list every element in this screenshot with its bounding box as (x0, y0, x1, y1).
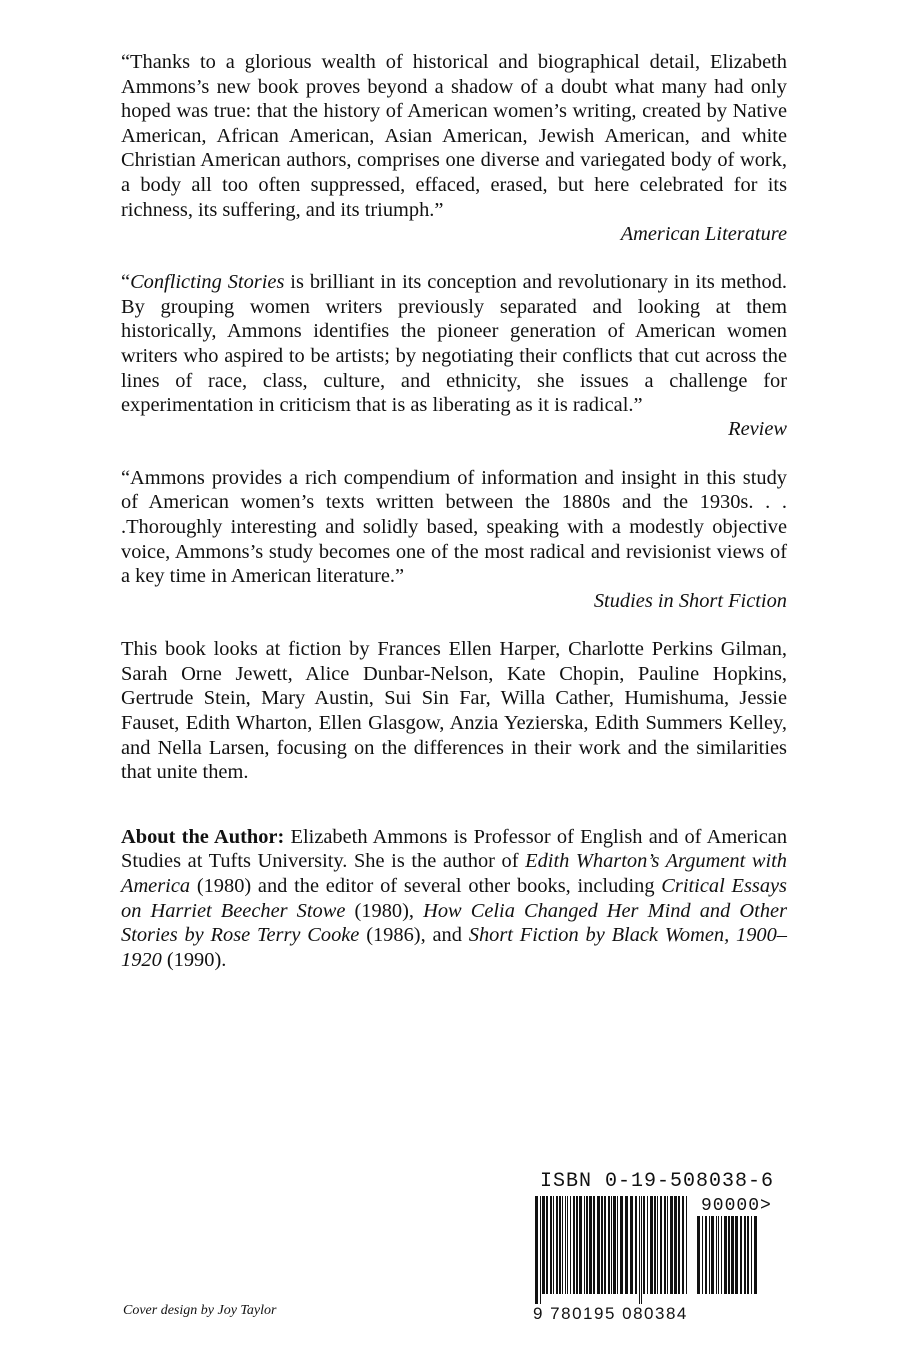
quote-open-mark: “ (121, 271, 131, 294)
barcode-bar (567, 1196, 568, 1294)
barcode-bar (716, 1216, 717, 1294)
barcode-bar (546, 1196, 548, 1294)
book-title: Edith Wharton’s Argument with America (121, 850, 787, 898)
about-text: Elizabeth Ammons is Professor of English and of American Studies at Tufts University. She is the author of (121, 825, 788, 873)
book-title: How Celia Changed Her Mind and Other Stories by Rose Terry Cooke (121, 899, 787, 947)
barcode-bar (731, 1216, 734, 1294)
barcode-bar (589, 1196, 592, 1294)
barcode-bar (747, 1216, 749, 1294)
barcode-bar (657, 1196, 658, 1294)
about-text: (1980), (345, 899, 424, 922)
barcode-bar (660, 1196, 662, 1294)
barcode-bar (705, 1216, 707, 1294)
barcode-bar (744, 1216, 746, 1294)
barcode-bar (674, 1196, 677, 1294)
quote-body: is brilliant in its conception and revolutionary in its method. By grouping women writers previously separated and looking at them historically, Ammons identifies the pioneer generation of American women writers who aspired to be artists; by negotiating their conflicts that cut across the lines of race, class, culture, and ethnicity, she issues a challenge for experimentation in criticism that is as liberating as it is radical.” (121, 271, 787, 417)
barcode-bar (650, 1196, 653, 1294)
barcode-bar (630, 1196, 633, 1294)
barcode-bar (735, 1216, 738, 1294)
barcode-bar (664, 1196, 666, 1294)
barcode-bar (682, 1196, 684, 1294)
barcode-bar (535, 1196, 538, 1304)
about-text: (1986), and (359, 924, 469, 947)
price-code-digits: 90000 (701, 1196, 761, 1216)
barcode-bar (620, 1196, 623, 1294)
book-title: Critical Essays on Harriet Beecher Stowe (121, 875, 787, 922)
book-title: Conflicting Stories (130, 271, 285, 294)
barcode-bar (542, 1196, 545, 1294)
barcode-bar (625, 1196, 628, 1294)
barcode-bar (686, 1196, 687, 1294)
barcode-bar (654, 1196, 656, 1294)
barcode-bar (608, 1196, 610, 1294)
barcode-bar (604, 1196, 606, 1294)
price-code (701, 1196, 772, 1216)
barcode-bar (647, 1196, 648, 1294)
barcode-bar (617, 1196, 618, 1294)
barcode-bar (641, 1196, 642, 1304)
addon-barcode-icon (695, 1216, 757, 1304)
barcode-bar (751, 1216, 752, 1294)
barcode-bar (667, 1196, 668, 1294)
quote-review (121, 270, 787, 418)
barcode-bar (721, 1216, 722, 1294)
barcode-bar (550, 1196, 552, 1294)
isbn-label: ISBN 0-19-508038-6 (540, 1170, 775, 1193)
quote-source: Studies in Short Fiction (593, 589, 787, 612)
barcode-digits: 9 780195 080384 (533, 1304, 688, 1323)
quote-source: American Literature (620, 222, 787, 245)
barcode-bar (740, 1216, 742, 1294)
barcode-bar (670, 1196, 673, 1294)
barcode-bar (553, 1196, 554, 1294)
barcode-bar (678, 1196, 680, 1294)
book-description: This book looks at fiction by Frances Ellen Harper, Charlotte Perkins Gilman, Sarah Orne Jewett, Alice Dunbar-Nelson, Kate Chopin, Pauline Hopkins, Gertrude Stein, Mary Austin, Sui Sin Far, Willa Cather, Humishuma, Jessie Fauset, Edith Wharton, Ellen Glasgow, Anzia Yezierska, Edith Summers Kelley, and Nella Larsen, focusing on the differences in their work and the similarities that unite them. (121, 638, 787, 784)
barcode-bar (540, 1196, 541, 1304)
barcode-bar (754, 1216, 757, 1294)
barcode-bar (565, 1196, 566, 1294)
quote-american-literature: “Thanks to a glorious wealth of historical and biographical detail, Elizabeth Ammons’s new book proves beyond a shadow of a doubt what many had only hoped was true: that the history of American women’s writing, created by Native American, African American, Asian American, Jewish American, and white Christian American authors, comprises one diverse and variegated body of work, a body all too often suppressed, effaced, erased, but here celebrated for its richness, its suffering, and its triumph.” (121, 51, 787, 221)
book-title: Short Fiction by Black Women, 1900–1920 (121, 924, 787, 971)
barcode-bar (576, 1196, 578, 1294)
barcode-bar (584, 1196, 585, 1294)
about-text: (1990). (161, 948, 227, 971)
barcode-bar (639, 1196, 640, 1304)
barcode-bar (611, 1196, 612, 1294)
barcode-bar (728, 1216, 730, 1294)
barcode-bar (702, 1216, 703, 1294)
barcode-bar (643, 1196, 645, 1294)
barcode-bar (573, 1196, 575, 1294)
barcode-bar (711, 1216, 714, 1294)
barcode-bar (635, 1196, 637, 1294)
barcode-icon (533, 1196, 689, 1304)
cover-credit: Cover design by Joy Taylor (123, 1303, 277, 1318)
barcode-bar (556, 1196, 558, 1294)
barcode-bar (559, 1196, 561, 1294)
price-code-arrow: > (760, 1196, 772, 1216)
barcode-bar (570, 1196, 571, 1294)
about-text: (1980) and the editor of several other books, including (190, 875, 662, 898)
barcode-bar (586, 1196, 588, 1294)
barcode-bar (709, 1216, 710, 1294)
isbn-barcode-block (533, 1170, 793, 1330)
text-column (121, 50, 787, 972)
quote-studies-short-fiction: “Ammons provides a rich compendium of information and insight in this study of American women’s texts written between the 1880s and the 1930s. . . .Thoroughly interesting and solidly based, speaking with a modestly objective voice, Ammons’s study becomes one of the most radical and revisionist views of a key time in American literature.” (121, 466, 787, 588)
barcode-bar (579, 1196, 582, 1294)
barcode-bar (724, 1216, 727, 1294)
barcode-bar (718, 1216, 719, 1294)
about-label: About the Author: (121, 825, 285, 848)
barcode-bar (697, 1216, 700, 1294)
barcode-bar (601, 1196, 603, 1294)
about-the-author (121, 825, 787, 973)
barcode-bar (613, 1196, 616, 1294)
barcode-bar (593, 1196, 595, 1294)
quote-source: Review (728, 418, 787, 441)
barcode-bar (562, 1196, 563, 1294)
barcode-bar (597, 1196, 600, 1294)
